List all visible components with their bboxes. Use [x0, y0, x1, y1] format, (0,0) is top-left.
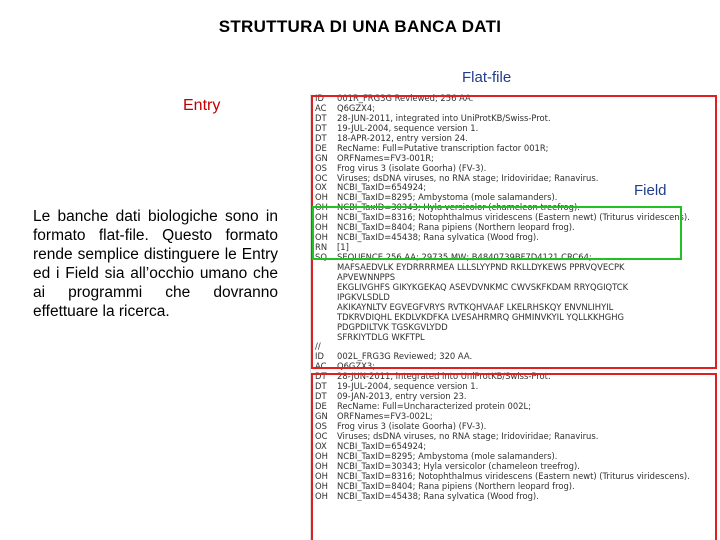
line-text: Frog virus 3 (isolate Goorha) (FV-3).: [337, 163, 487, 173]
line-code: DT: [315, 392, 327, 402]
line-text: NCBI_TaxID=8295; Ambystoma (mole salamanders).: [337, 451, 558, 461]
line-code: OH: [315, 491, 328, 501]
line-text: ORFNames=FV3-002L;: [337, 412, 433, 421]
entry-label: Entry: [183, 97, 221, 114]
line-text: NCBI_TaxID=654924;: [337, 441, 427, 451]
line-code: AC: [315, 362, 327, 372]
field-label: Field: [634, 182, 667, 199]
line-text: Q6GZX4;: [337, 103, 376, 113]
line-code: ID: [315, 94, 324, 103]
line-code: DT: [315, 123, 327, 133]
line-text: NCBI_TaxID=30343; Hyla versicolor (chameleon treefrog).: [337, 203, 580, 213]
line-text: ORFNames=FV3-001R;: [337, 153, 434, 163]
line-code: OH: [315, 233, 328, 243]
line-text: PDGPDILTVK TGSKGVLYDD: [337, 322, 448, 332]
line-text: 18-APR-2012, entry version 24.: [337, 133, 468, 143]
line-code: DT: [315, 133, 327, 143]
line-text: NCBI_TaxID=8295; Ambystoma (mole salamanders).: [337, 193, 558, 203]
line-code: //: [315, 342, 321, 352]
line-text: 19-JUL-2004, sequence version 1.: [337, 382, 479, 392]
field-box: [312, 206, 682, 260]
line-text: NCBI_TaxID=8404; Rana pipiens (Northern leopard frog).: [337, 481, 575, 491]
line-text: Viruses; dsDNA viruses, no RNA stage; Iridoviridae; Ranavirus.: [337, 431, 599, 441]
line-text: 002L_FRG3G Reviewed; 320 AA.: [337, 352, 473, 362]
line-text: NCBI_TaxID=45438; Rana sylvatica (Wood frog).: [337, 491, 539, 501]
line-code: OH: [315, 193, 328, 203]
description-part1: Le banche dati biologiche sono in formato: [33, 208, 278, 244]
line-text: 001R_FRG3G Reviewed; 256 AA.: [337, 94, 474, 103]
line-text: NCBI_TaxID=8316; Notophthalmus viridescens (Eastern newt) (Triturus viridescens).: [337, 471, 690, 481]
line-code: DT: [315, 113, 327, 123]
line-code: DE: [315, 402, 327, 412]
line-code: OH: [315, 451, 328, 461]
line-text: RecName: Full=Putative transcription factor 001R;: [337, 143, 549, 153]
line-code: DT: [315, 382, 327, 392]
line-code: ID: [315, 352, 324, 362]
line-text: TDKRVDIQHL EKDLVKDFKA LVESAHRMRQ GHMINVKYIL YQLLKKHGHG: [337, 312, 625, 322]
line-text: 09-JAN-2013, entry version 23.: [337, 392, 467, 402]
line-text: NCBI_TaxID=30343; Hyla versicolor (chameleon treefrog).: [337, 461, 580, 471]
line-text: NCBI_TaxID=45438; Rana sylvatica (Wood frog).: [337, 233, 539, 243]
line-code: DE: [315, 143, 327, 153]
description-emphasis: flat-file: [98, 227, 145, 244]
line-code: GN: [315, 412, 328, 421]
line-code: OX: [315, 183, 327, 193]
line-code: OH: [315, 223, 328, 233]
line-text: NCBI_TaxID=8316; Notophthalmus viridescens (Eastern newt) (Triturus viridescens).: [337, 213, 690, 223]
line-code: AC: [315, 103, 327, 113]
line-text: AKIKAYNLTV EGVEGFVRYS RVTKQHVAAF LKELRHSKQY ENVNLIHYIL: [337, 302, 614, 312]
line-text: Viruses; dsDNA viruses, no RNA stage; Iridoviridae; Ranavirus.: [337, 173, 599, 183]
line-code: OS: [315, 421, 327, 431]
line-code: OH: [315, 461, 328, 471]
description-text: [33, 207, 278, 321]
line-code: OS: [315, 163, 327, 173]
line-text: [1]: [337, 243, 349, 253]
line-code: GN: [315, 153, 328, 163]
line-text: Frog virus 3 (isolate Goorha) (FV-3).: [337, 421, 487, 431]
line-code: OH: [315, 471, 328, 481]
entry-box-2: [311, 373, 717, 540]
line-code: RN: [315, 243, 328, 253]
line-text: 28-JUN-2011, integrated into UniProtKB/Swiss-Prot.: [337, 113, 551, 123]
line-code: OC: [315, 173, 328, 183]
line-code: SQ: [315, 253, 327, 262]
line-text: EKGLIVGHFS GIKYKGEKAQ ASEVDVNKMC CWVSKFKDAM RRYQGIQTCK: [337, 282, 629, 292]
line-text: MAFSAEDVLK EYDRRRRMEA LLLSLYYPND RKLLDYKEWS PPRVQVECPK: [337, 262, 625, 272]
line-text: NCBI_TaxID=8404; Rana pipiens (Northern leopard frog).: [337, 223, 575, 233]
line-code: OH: [315, 203, 328, 213]
line-text: NCBI_TaxID=654924;: [337, 183, 427, 193]
flat-file-label: Flat-file: [462, 69, 512, 86]
page-title: STRUTTURA DI UNA BANCA DATI: [218, 17, 502, 36]
line-text: APVEWNNPPS: [337, 272, 396, 282]
line-text: RecName: Full=Uncharacterized protein 002L;: [337, 402, 532, 412]
line-text: 19-JUL-2004, sequence version 1.: [337, 123, 479, 133]
line-text: SFRKIYTDLG WKFTPL: [337, 332, 425, 342]
line-code: OH: [315, 481, 328, 491]
line-text: SEQUENCE 256 AA; 29735 MW; B4840739BF7D4121 CRC64;: [337, 253, 592, 262]
line-code: OH: [315, 213, 328, 223]
line-text: IPGKVLSDLD: [337, 292, 390, 302]
line-code: OC: [315, 431, 328, 441]
line-code: DT: [315, 372, 327, 382]
line-text: 28-JUN-2011, integrated into UniProtKB/Swiss-Prot.: [337, 372, 551, 382]
line-code: OX: [315, 441, 327, 451]
line-text: Q6GZX3;: [337, 362, 376, 372]
description-part2: . Questo formato rende semplice distinguere le Entry ed i Field sia all’occhio umano che ai programmi che dovranno effettuare la ricerca.: [33, 227, 278, 320]
